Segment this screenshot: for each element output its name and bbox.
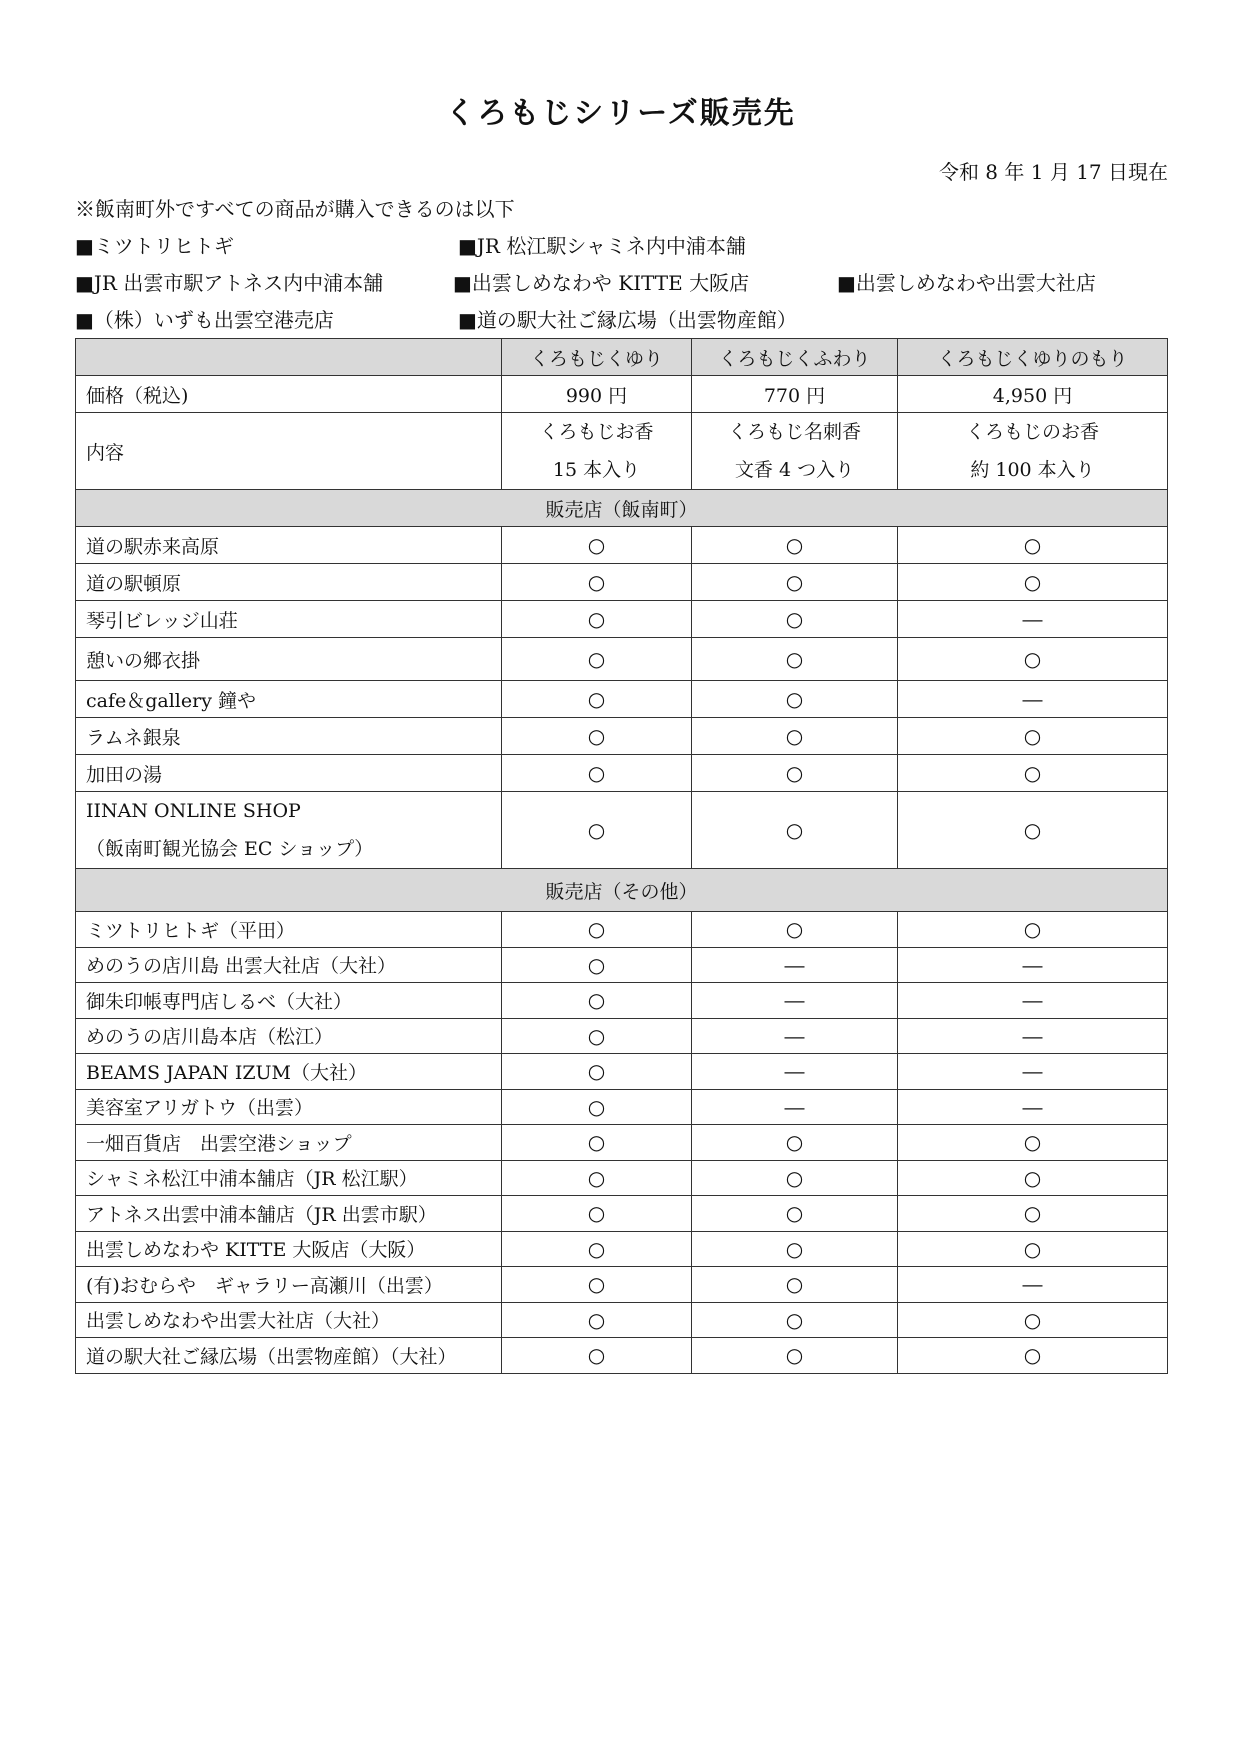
available-mark: ○: [898, 1196, 1168, 1232]
available-mark: ○: [692, 1125, 898, 1161]
page-title: くろもじシリーズ販売先: [445, 96, 796, 131]
unavailable-mark: ―: [692, 1089, 898, 1125]
available-mark: ○: [898, 1160, 1168, 1196]
store-row: [76, 1089, 1168, 1125]
content-line: くろもじのお香: [965, 421, 1099, 443]
store-row: [76, 1054, 1168, 1090]
content-line: 15 本入り: [552, 459, 641, 481]
store-row: [76, 983, 1168, 1019]
available-mark: ○: [502, 681, 692, 718]
store-name: ミツトリヒトギ（平田）: [76, 912, 502, 948]
store-name: 出雲しめなわや出雲大社店（大社）: [76, 1302, 502, 1338]
product-header: くろもじくゆりのもり: [898, 339, 1168, 376]
unavailable-mark: ―: [898, 1018, 1168, 1054]
available-mark: ○: [692, 755, 898, 792]
unavailable-mark: ―: [692, 1018, 898, 1054]
available-mark: ○: [502, 983, 692, 1019]
featured-shop: ■JR 松江駅シャミネ内中浦本舗: [458, 234, 746, 258]
store-name: (有)おむらや ギャラリー高瀬川（出雲）: [76, 1267, 502, 1303]
available-mark: ○: [692, 1196, 898, 1232]
product-header-row: [76, 339, 1168, 376]
unavailable-mark: ―: [692, 947, 898, 983]
available-mark: ○: [502, 1160, 692, 1196]
price-value: 990 円: [502, 376, 692, 413]
store-name: 御朱印帳専門店しるべ（大社）: [76, 983, 502, 1019]
store-name: 道の駅大社ご縁広場（出雲物産館）（大社）: [76, 1338, 502, 1374]
store-name: めのうの店川島 出雲大社店（大社）: [76, 947, 502, 983]
available-mark: ○: [898, 1338, 1168, 1374]
store-name: 憩いの郷衣掛: [76, 638, 502, 681]
available-mark: ○: [502, 1018, 692, 1054]
unavailable-mark: ―: [898, 1054, 1168, 1090]
store-row: [76, 1196, 1168, 1232]
store-name-line: （飯南町観光協会 EC ショップ）: [86, 838, 374, 860]
header-blank-cell: [76, 339, 502, 376]
available-mark: ○: [692, 1231, 898, 1267]
price-value: 4,950 円: [898, 376, 1168, 413]
store-name: 一畑百貨店 出雲空港ショップ: [76, 1125, 502, 1161]
available-mark: ○: [502, 718, 692, 755]
store-row: [76, 755, 1168, 792]
store-name: 道の駅頓原: [76, 564, 502, 601]
featured-shop: ■出雲しめなわや KITTE 大阪店: [453, 271, 750, 295]
available-mark: ○: [898, 755, 1168, 792]
store-name: めのうの店川島本店（松江）: [76, 1018, 502, 1054]
available-mark: ○: [898, 564, 1168, 601]
available-mark: ○: [502, 601, 692, 638]
featured-shop: ■JR 出雲市駅アトネス内中浦本舗: [75, 271, 384, 295]
featured-shop: ■出雲しめなわや出雲大社店: [837, 271, 1096, 295]
available-mark: ○: [898, 792, 1168, 869]
available-mark: ○: [502, 947, 692, 983]
content-value: [502, 413, 692, 490]
store-name: シャミネ松江中浦本舗店（JR 松江駅）: [76, 1160, 502, 1196]
store-name: 加田の湯: [76, 755, 502, 792]
unavailable-mark: ―: [898, 983, 1168, 1019]
store-row: [76, 1267, 1168, 1303]
unavailable-mark: ―: [898, 947, 1168, 983]
available-mark: ○: [898, 527, 1168, 564]
sales-table: [75, 338, 1168, 1374]
section-header-iinan: [76, 490, 1168, 527]
content-line: 約 100 本入り: [970, 459, 1095, 481]
available-mark: ○: [502, 1196, 692, 1232]
store-name: 美容室アリガトウ（出雲）: [76, 1089, 502, 1125]
content-line: くろもじ名刺香: [727, 421, 861, 443]
content-value: [692, 413, 898, 490]
available-mark: ○: [502, 527, 692, 564]
featured-shop: ■ミツトリヒトギ: [75, 234, 234, 258]
available-mark: ○: [692, 912, 898, 948]
availability-note: ※飯南町外ですべての商品が購入できるのは以下: [75, 197, 515, 221]
store-name: 道の駅赤来高原: [76, 527, 502, 564]
store-row: [76, 681, 1168, 718]
store-name: BEAMS JAPAN IZUM（大社）: [76, 1054, 502, 1090]
store-row: [76, 718, 1168, 755]
content-value: [898, 413, 1168, 490]
product-header: くろもじくふわり: [692, 339, 898, 376]
available-mark: ○: [692, 638, 898, 681]
available-mark: ○: [502, 1267, 692, 1303]
available-mark: ○: [692, 792, 898, 869]
store-row: [76, 1018, 1168, 1054]
available-mark: ○: [502, 1089, 692, 1125]
available-mark: ○: [692, 564, 898, 601]
store-row: [76, 792, 1168, 869]
unavailable-mark: ―: [692, 983, 898, 1019]
store-name: 琴引ビレッジ山荘: [76, 601, 502, 638]
available-mark: ○: [692, 601, 898, 638]
available-mark: ○: [692, 681, 898, 718]
available-mark: ○: [502, 1231, 692, 1267]
store-name: ラムネ銀泉: [76, 718, 502, 755]
unavailable-mark: ―: [898, 681, 1168, 718]
available-mark: ○: [898, 1125, 1168, 1161]
available-mark: ○: [898, 718, 1168, 755]
available-mark: ○: [502, 564, 692, 601]
available-mark: ○: [502, 1302, 692, 1338]
store-row: [76, 638, 1168, 681]
price-label: 価格（税込): [76, 376, 502, 413]
price-value: 770 円: [692, 376, 898, 413]
available-mark: ○: [692, 1267, 898, 1303]
content-row: [76, 413, 1168, 490]
store-name-line: IINAN ONLINE SHOP: [86, 800, 301, 822]
available-mark: ○: [692, 1160, 898, 1196]
section-title: 販売店（飯南町）: [76, 490, 1168, 527]
store-row: [76, 1160, 1168, 1196]
section-title: 販売店（その他）: [76, 869, 1168, 912]
available-mark: ○: [692, 718, 898, 755]
store-name: [76, 792, 502, 869]
store-row: [76, 1125, 1168, 1161]
featured-shop: ■道の駅大社ご縁広場（出雲物産館）: [458, 308, 797, 332]
section-header-other: [76, 869, 1168, 912]
store-name: 出雲しめなわや KITTE 大阪店（大阪）: [76, 1231, 502, 1267]
available-mark: ○: [502, 1338, 692, 1374]
store-row: [76, 527, 1168, 564]
available-mark: ○: [692, 1338, 898, 1374]
available-mark: ○: [502, 792, 692, 869]
content-label: 内容: [76, 413, 502, 490]
available-mark: ○: [502, 1054, 692, 1090]
as-of-date: 令和 8 年 1 月 17 日現在: [938, 160, 1168, 184]
available-mark: ○: [502, 912, 692, 948]
store-row: [76, 1338, 1168, 1374]
available-mark: ○: [502, 638, 692, 681]
available-mark: ○: [502, 1125, 692, 1161]
store-row: [76, 947, 1168, 983]
available-mark: ○: [898, 912, 1168, 948]
featured-shop: ■（株）いずも出雲空港売店: [75, 308, 334, 332]
store-row: [76, 601, 1168, 638]
available-mark: ○: [692, 527, 898, 564]
price-row: [76, 376, 1168, 413]
unavailable-mark: ―: [898, 1089, 1168, 1125]
available-mark: ○: [502, 755, 692, 792]
store-row: [76, 1302, 1168, 1338]
available-mark: ○: [898, 1302, 1168, 1338]
unavailable-mark: ―: [898, 601, 1168, 638]
unavailable-mark: ―: [898, 1267, 1168, 1303]
content-line: 文香 4 つ入り: [734, 459, 855, 481]
unavailable-mark: ―: [692, 1054, 898, 1090]
product-header: くろもじくゆり: [502, 339, 692, 376]
store-name: cafe＆gallery 鐘や: [76, 681, 502, 718]
store-row: [76, 912, 1168, 948]
store-name: アトネス出雲中浦本舗店（JR 出雲市駅）: [76, 1196, 502, 1232]
available-mark: ○: [898, 1231, 1168, 1267]
store-row: [76, 1231, 1168, 1267]
available-mark: ○: [898, 638, 1168, 681]
content-line: くろもじお香: [539, 421, 654, 443]
available-mark: ○: [692, 1302, 898, 1338]
store-row: [76, 564, 1168, 601]
